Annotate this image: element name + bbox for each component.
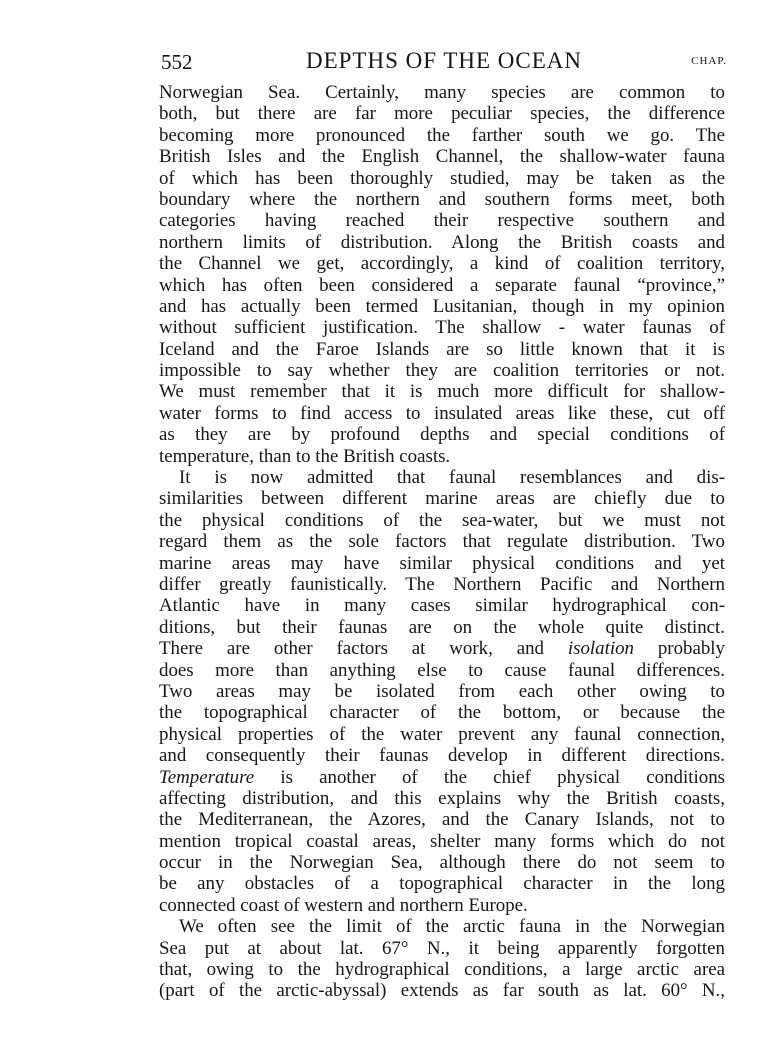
text-line: physical properties of the water prevent any faunal connection, — [159, 723, 725, 745]
text-line: be any obstacles of a topographical character in the long — [159, 873, 725, 895]
text-line: the physical conditions of the sea-water, but we must not — [159, 509, 725, 531]
page-number: 552 — [161, 50, 193, 74]
text-line: Iceland and the Faroe Islands are so little known that it is — [159, 338, 725, 360]
text-line: occur in the Norwegian Sea, although there do not seem to — [159, 852, 725, 874]
text-line: the topographical character of the bottom, or because the — [159, 702, 725, 724]
text-line: similarities between different marine areas are chiefly due to — [159, 488, 725, 510]
chapter-abbreviation: CHAP. — [691, 55, 727, 67]
text-line: British Isles and the English Channel, the shallow-water fauna — [159, 146, 725, 168]
text-line: does more than anything else to cause faunal differences. — [159, 659, 725, 681]
line-segment: There are other factors at work, and — [159, 638, 568, 660]
emphasized-term-isolation: isolation — [567, 638, 634, 660]
running-title: DEPTHS OF THE OCEAN — [305, 48, 583, 73]
text-line: becoming more pronounced the farther south we go. The — [159, 124, 725, 146]
text-line: differ greatly faunistically. The Northern Pacific and Northern — [159, 573, 725, 595]
text-line: northern limits of distribution. Along the British coasts and — [159, 231, 725, 253]
text-line: categories having reached their respective southern and — [159, 210, 725, 232]
text-line: of which has been thoroughly studied, may be taken as the — [159, 167, 725, 189]
text-line: impossible to say whether they are coalition territories or not. — [159, 360, 725, 382]
text-line: and consequently their faunas develop in different directions. — [159, 745, 725, 767]
text-line: and has actually been termed Lusitanian, though in my opinion — [159, 295, 725, 317]
text-line: mention tropical coastal areas, shelter many forms which do not — [159, 830, 725, 852]
text-line: affecting distribution, and this explains why the British coasts, — [159, 787, 725, 809]
text-line: Norwegian Sea. Certainly, many species are common to — [159, 82, 725, 103]
text-line: Sea put at about lat. 67° N., it being apparently forgotten — [159, 937, 725, 959]
paragraph-end-line: temperature, than to the British coasts. — [159, 445, 451, 467]
text-line: which has often been considered a separate faunal “province,” — [159, 274, 725, 296]
text-line: We must remember that it is much more difficult for shallow- — [159, 381, 725, 403]
text-line: boundary where the northern and southern forms meet, both — [159, 188, 725, 210]
text-line-with-emphasis — [159, 638, 725, 659]
text-line: the Channel we get, accordingly, a kind of coalition territory, — [159, 253, 725, 275]
text-line: that, owing to the hydrographical conditions, a large arctic area — [159, 959, 725, 981]
paragraph-start-line: It is now admitted that faunal resemblances and dis- — [179, 467, 725, 489]
text-line: ditions, but their faunas are on the whole quite distinct. — [159, 616, 725, 638]
text-line: water forms to find access to insulated areas like these, cut off — [159, 402, 725, 424]
paragraph-start-line: We often see the limit of the arctic fauna in the Norwegian — [179, 916, 725, 938]
line-segment: is another of the chief physical conditions — [254, 766, 725, 788]
text-line: marine areas may have similar physical conditions and yet — [159, 552, 725, 574]
text-line: as they are by profound depths and special conditions of — [159, 424, 725, 446]
text-line-with-emphasis — [159, 767, 725, 788]
text-line: Two areas may be isolated from each other owing to — [159, 680, 725, 702]
text-line: the Mediterranean, the Azores, and the Canary Islands, not to — [159, 809, 725, 831]
body-text — [159, 82, 725, 1002]
line-segment: probably — [633, 638, 726, 660]
page-header — [161, 46, 727, 80]
text-line: (part of the arctic-abyssal) extends as far south as lat. 60° N., — [159, 980, 725, 1002]
text-line: regard them as the sole factors that regulate distribution. Two — [159, 531, 725, 553]
emphasized-term-temperature: Temperature — [159, 766, 255, 788]
paragraph-end-line: connected coast of western and northern Europe. — [159, 894, 528, 916]
text-line: Atlantic have in many cases similar hydrographical con- — [159, 595, 725, 617]
text-line: without sufficient justification. The shallow - water faunas of — [159, 317, 725, 339]
text-line: both, but there are far more peculiar species, the difference — [159, 103, 725, 125]
